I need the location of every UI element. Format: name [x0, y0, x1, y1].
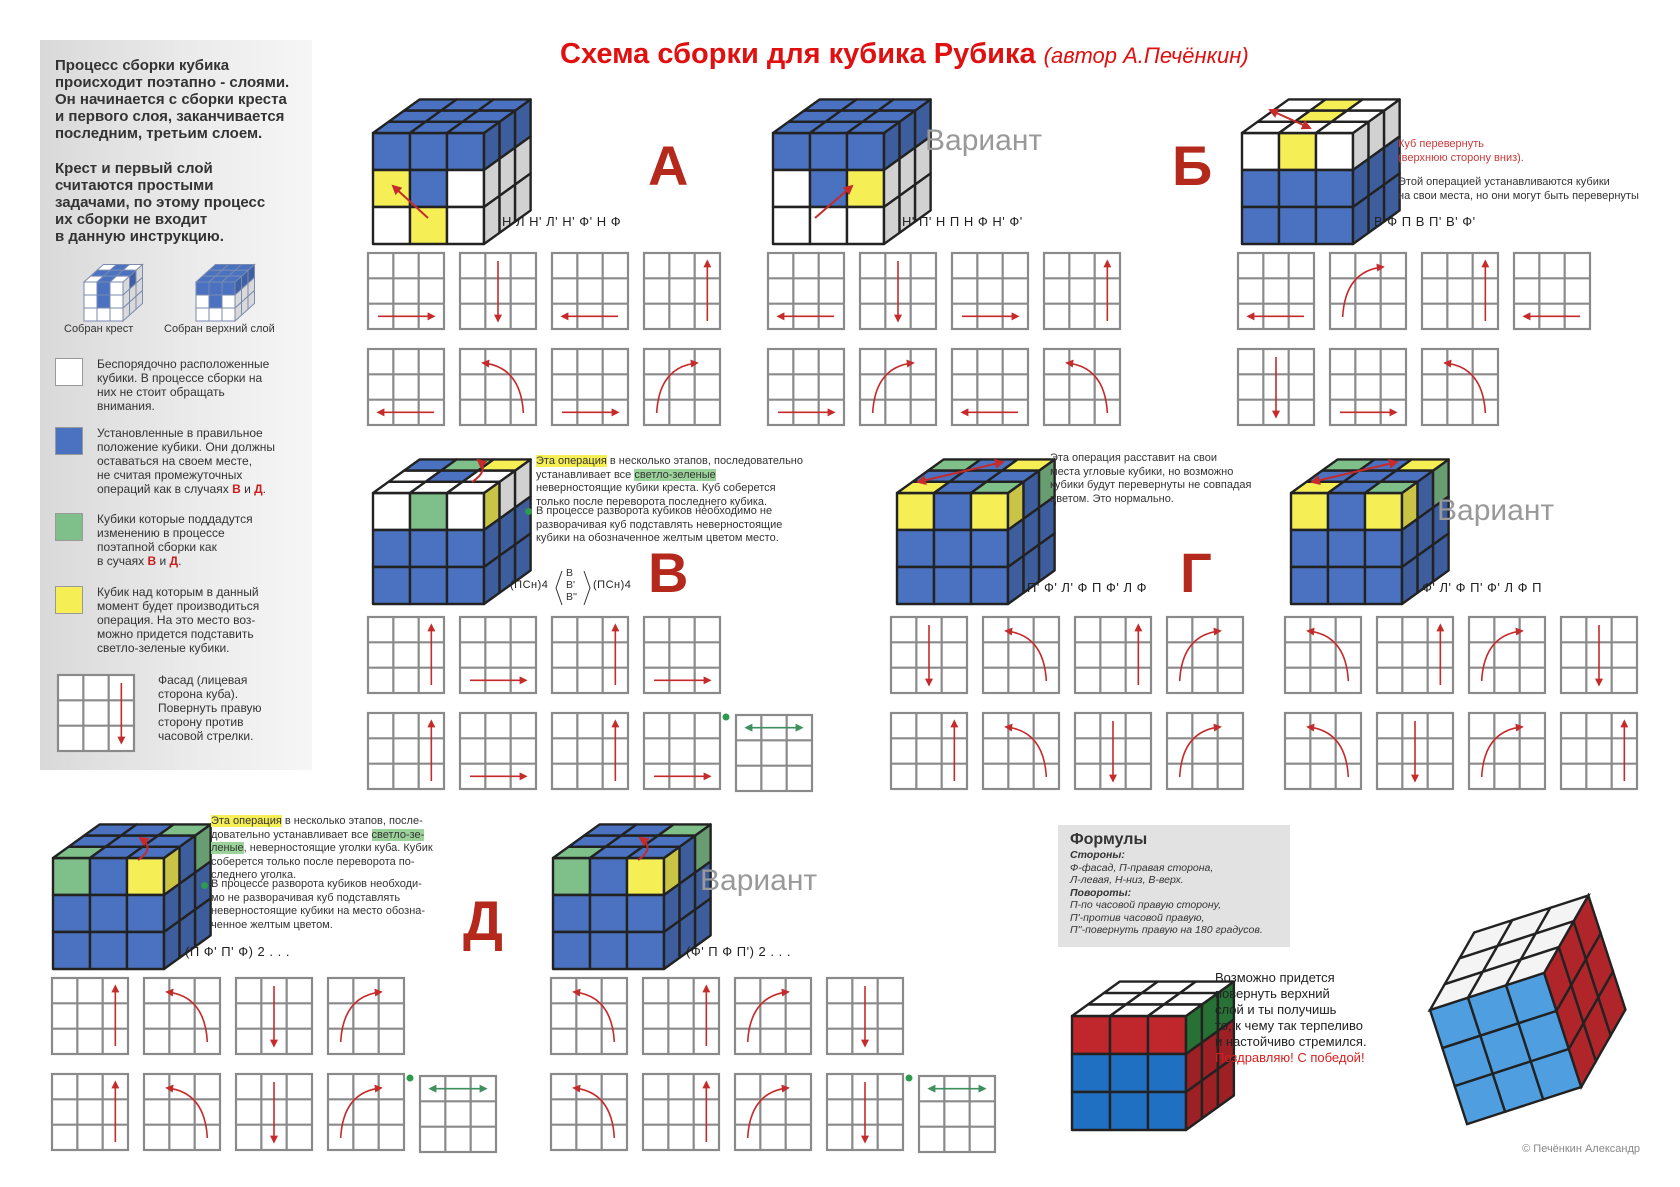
move-g	[1167, 713, 1243, 789]
section-letter-b: Б	[1172, 134, 1213, 197]
move-a-variant	[860, 253, 936, 329]
move-a-variant	[952, 349, 1028, 425]
move-d-variant	[735, 1074, 811, 1150]
move-d-variant	[643, 1074, 719, 1150]
move-d	[52, 1074, 128, 1150]
turns-line: П''-повернуть правую на 180 градусов.	[1070, 924, 1263, 936]
note-b-flip: Куб перевернуть (верхнюю сторону вниз).	[1398, 138, 1524, 164]
move-a-variant	[768, 253, 844, 329]
formula-d-variant: (Ф' П Ф П') 2 . . .	[686, 944, 791, 959]
move-b	[1238, 349, 1314, 425]
formula-v-pre: (ПСн)4	[510, 579, 549, 591]
move-g-variant	[1469, 617, 1545, 693]
facade-text: Фасад (лицевая сторона куба). Повернуть правую сторону против часовой стрелки.	[158, 673, 262, 743]
move-d-variant	[551, 978, 627, 1054]
bullet-dot	[407, 1075, 414, 1082]
move-a-variant	[952, 253, 1028, 329]
legend-text-blue: Установленные в правильное положение кубики. Они должны оставаться на своем месте, не считая промежуточных операций как в случаях В и Д.	[97, 426, 276, 496]
move-g	[891, 713, 967, 789]
move-a	[460, 349, 536, 425]
note-b: Этой операцией устанавливаются кубики на свои места, но они могут быть перевернуты	[1398, 176, 1639, 202]
move-d	[144, 1074, 220, 1150]
formula-g-variant: Ф' Л' Ф П' Ф' Л Ф П	[1422, 580, 1542, 595]
sides-line: Ф-фасад, П-правая сторона,	[1070, 861, 1214, 874]
bracket-right	[584, 571, 590, 605]
note-bullet	[525, 508, 532, 515]
turns-line: П'-против часовой правую,	[1070, 911, 1205, 924]
move-b	[1238, 253, 1314, 329]
section-letter-d: Д	[463, 889, 503, 952]
sides-line: Л-левая, Н-низ, В-верх.	[1070, 874, 1184, 886]
cube-almost-solved	[1072, 982, 1234, 1130]
move-g	[983, 617, 1059, 693]
move-g	[983, 713, 1059, 789]
mini-cube-cross	[84, 264, 143, 321]
formula-d: (П Ф' П' Ф) 2 . . .	[185, 944, 290, 959]
move-d-variant	[643, 978, 719, 1054]
page-title: Схема сборки для кубика Рубика (автор А.Печёнкин)	[560, 38, 1249, 70]
move-b	[1422, 349, 1498, 425]
move-g-variant	[1377, 713, 1453, 789]
move-a-variant	[860, 349, 936, 425]
move-g	[891, 617, 967, 693]
variant-label-a: Вариант	[925, 124, 1043, 157]
move-a	[644, 349, 720, 425]
legend-text-white: Беспорядочно расположенные кубики. В процессе сборки на них не стоит обращать внимания.	[97, 357, 270, 413]
cube-solved	[1411, 895, 1644, 1124]
final-text: Возможно придется повернуть верхний слой и ты получишь то, к чему так терпеливо и настойчиво стремился. Поздравляю! С победой!	[1215, 970, 1367, 1065]
formula-a-variant: Н' П' Н П Н Ф Н' Ф'	[902, 214, 1023, 229]
move-g	[1167, 617, 1243, 693]
facade-grid	[58, 675, 134, 751]
variant-label-g: Вариант	[1437, 494, 1555, 527]
move-v	[368, 617, 444, 693]
move-d	[144, 978, 220, 1054]
formulas-title: Формулы	[1070, 831, 1148, 848]
move-v	[368, 713, 444, 789]
move-d	[236, 1074, 312, 1150]
move-d	[328, 1074, 404, 1150]
sides-heading: Стороны:	[1070, 849, 1125, 861]
section-letter-v: В	[648, 541, 689, 604]
mini-cube-top-layer	[196, 264, 255, 321]
move-b	[1422, 253, 1498, 329]
move-d	[328, 978, 404, 1054]
note-d: Эта операция в несколько этапов, после- довательно устанавливает все светло-зе- леные, неверностоящие уголки куба. Кубик соберется только после переворота по- следнего уголка.	[211, 815, 433, 881]
intro-text: Процесс сборки кубика происходит поэтапно - слоями. Он начинается с сборки креста и первого слоя, заканчивается последним, третьим слоем.	[55, 57, 290, 142]
move-b	[1330, 349, 1406, 425]
move-v	[552, 713, 628, 789]
move-v	[644, 617, 720, 693]
note-v-2: В процессе разворота кубиков необходимо не разворачивая куб подставлять неверностоящие кубики на обозначенное желтым цветом место.	[536, 505, 783, 544]
note-d-2: В процессе разворота кубиков необходи- мо не разворачивая куб подставлять неверностоящие кубики на место обозна- ченное желтым цветом.	[211, 878, 426, 931]
move-g	[1075, 713, 1151, 789]
bullet-dot	[723, 714, 730, 721]
move-a	[552, 253, 628, 329]
move-g-variant	[1285, 713, 1361, 789]
move-d	[236, 978, 312, 1054]
move-v-extra	[736, 715, 812, 791]
legend-text-green: Кубики которые поддадутся изменению в процессе поэтапной сборки как в сучаях В и Д.	[97, 512, 253, 568]
move-a	[644, 253, 720, 329]
move-d-extra	[420, 1076, 496, 1152]
move-a	[368, 349, 444, 425]
formula-a: Н Л Н' Л' Н' Ф' Н Ф	[502, 214, 622, 229]
legend-text-yellow: Кубик над которым в данный момент будет производиться операция. На это место воз- можно придется подставить светло-зеленые кубики.	[97, 585, 260, 655]
move-g-variant	[1377, 617, 1453, 693]
move-v	[460, 713, 536, 789]
move-d-variant	[735, 978, 811, 1054]
move-g-variant	[1561, 617, 1637, 693]
bullet-dot	[906, 1075, 913, 1082]
move-g-variant	[1561, 713, 1637, 789]
move-a	[368, 253, 444, 329]
formulas-box	[1058, 825, 1290, 947]
turns-heading: Повороты:	[1070, 886, 1132, 899]
move-a-variant	[768, 349, 844, 425]
cube-v	[373, 459, 531, 604]
note-v: Эта операция в несколько этапов, последовательно устанавливает все светло-зеленые неверностоящие кубики креста. Куб соберется только после переворота последнего кубика.	[536, 455, 803, 508]
section-letter-a: А	[648, 134, 689, 197]
move-g-variant	[1285, 617, 1361, 693]
formula-v-options: В В' В''	[566, 567, 578, 603]
copyright: © Печёнкин Александр	[1522, 1143, 1640, 1155]
section-letter-g: Г	[1180, 541, 1212, 604]
move-b	[1514, 253, 1590, 329]
formula-v-post: (ПСн)4	[593, 579, 632, 591]
turns-line: П-по часовой правую сторону,	[1070, 899, 1222, 911]
move-v	[644, 713, 720, 789]
move-d-variant	[827, 978, 903, 1054]
move-g	[1075, 617, 1151, 693]
caption-top-layer: Собран верхний слой	[164, 323, 275, 335]
move-a	[460, 253, 536, 329]
formula-b: В Ф П В П' В' Ф'	[1374, 214, 1476, 229]
move-d-variant	[551, 1074, 627, 1150]
note-bullet	[201, 882, 208, 889]
formula-g: П' Ф' Л' Ф П Ф' Л Ф	[1027, 580, 1147, 595]
move-g-variant	[1469, 713, 1545, 789]
move-v	[552, 617, 628, 693]
bracket-left	[556, 571, 562, 605]
caption-cross: Собран крест	[64, 323, 134, 335]
variant-label-d: Вариант	[700, 864, 818, 897]
intro2-text: Крест и первый слой считаются простыми задачами, по этому процесс их сборки не входит в данную инструкцию.	[55, 160, 266, 245]
move-v	[460, 617, 536, 693]
move-d-variant-extra	[919, 1076, 995, 1152]
move-b	[1330, 253, 1406, 329]
move-a-variant	[1044, 253, 1120, 329]
move-d	[52, 978, 128, 1054]
move-a	[552, 349, 628, 425]
move-a-variant	[1044, 349, 1120, 425]
move-d-variant	[827, 1074, 903, 1150]
note-g: Эта операция расставит на свои места угловые кубики, но возможно кубики будут перевернуты не совпадая цветом. Это нормально.	[1050, 452, 1252, 505]
